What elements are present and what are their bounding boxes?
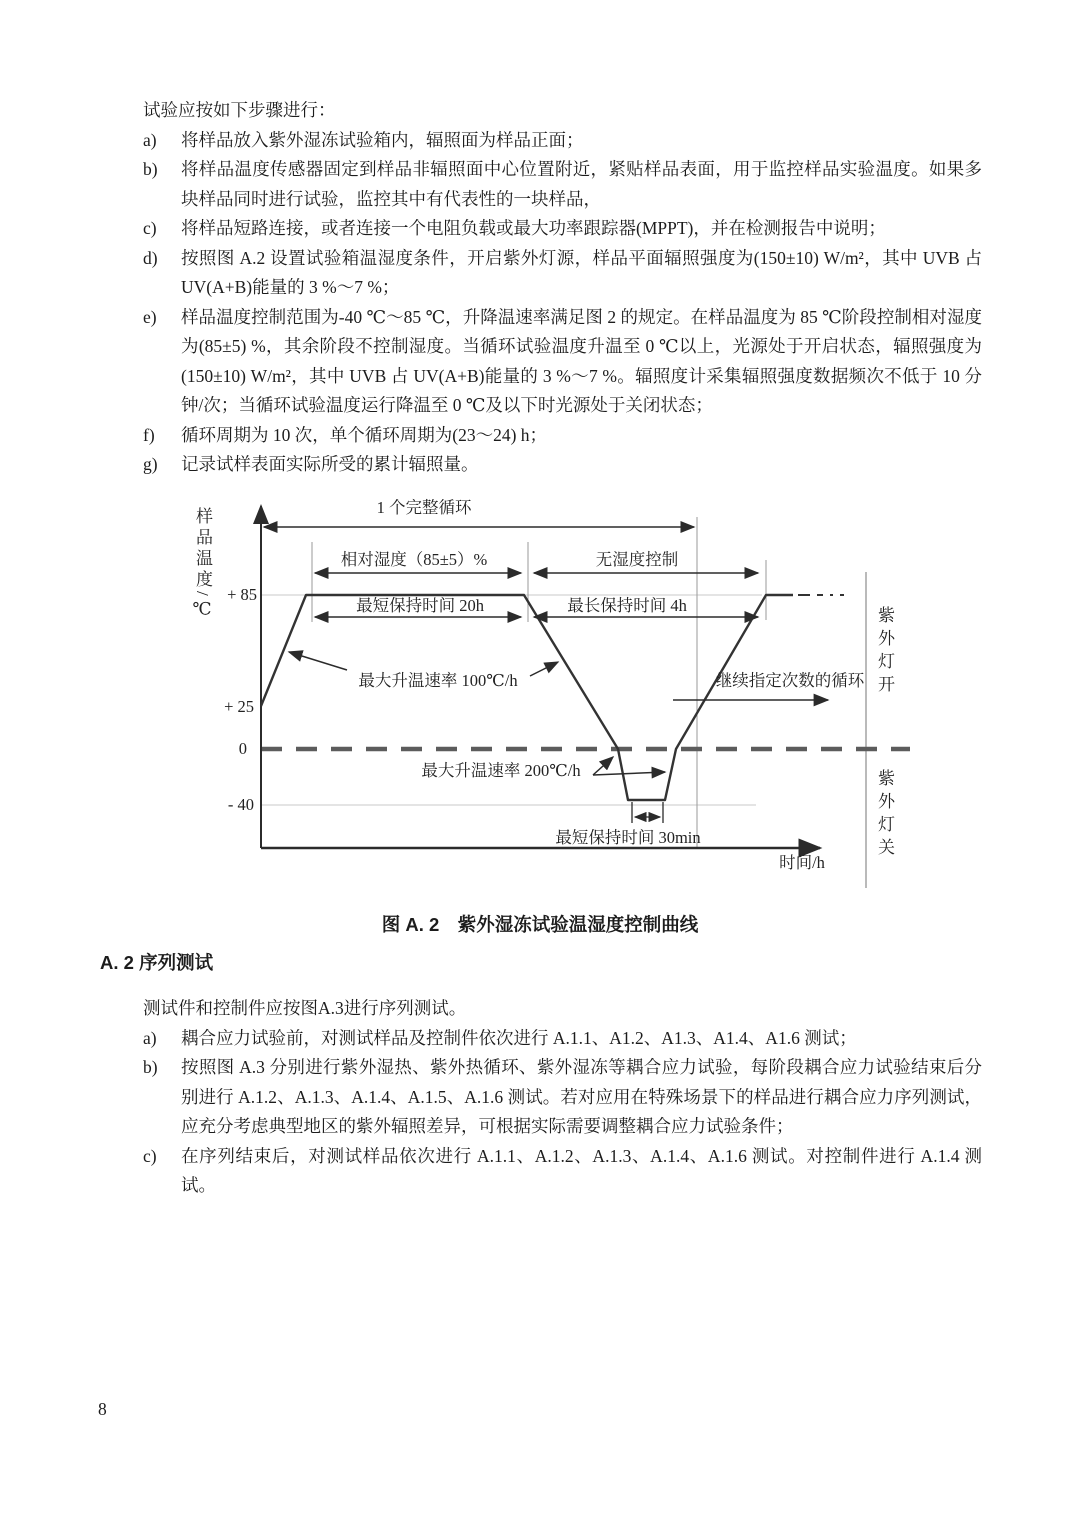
list-item-text: 在序列结束后，对测试样品依次进行 A.1.1、A.1.2、A.1.3、A.1.4、A.1.6 测试。对控制件进行 A.1.4 测试。 bbox=[181, 1145, 982, 1195]
list-item-label: c) bbox=[143, 218, 157, 238]
x-axis-label: 时间/h bbox=[779, 852, 825, 872]
rate100-pointer-right bbox=[530, 662, 558, 676]
sequence-test-block bbox=[143, 994, 982, 1201]
procedure-steps-block bbox=[143, 96, 982, 480]
list-item-text: 按照图 A.2 设置试验箱温湿度条件，开启紫外灯源，样品平面辐照强度为(150±10) W/m²，其中 UVB 占 UV(A+B)能量的 3 %～7 %； bbox=[181, 247, 982, 297]
y-tick-0: 0 bbox=[238, 738, 247, 758]
list-item bbox=[143, 1142, 982, 1201]
list-item bbox=[143, 303, 982, 421]
rate100-label: 最大升温速率 100℃/h bbox=[358, 670, 518, 690]
list-item bbox=[143, 1024, 982, 1054]
y-tick-85: + 85 bbox=[227, 584, 257, 604]
list-item-label: d) bbox=[143, 247, 158, 268]
list-item bbox=[143, 450, 982, 480]
hold-30min-label: 最短保持时间 30min bbox=[555, 827, 701, 847]
list-item bbox=[143, 244, 982, 303]
list-item-label: b) bbox=[143, 1057, 158, 1077]
section-heading: A. 2 序列测试 bbox=[100, 952, 214, 973]
list-item-text: 样品温度控制范围为-40 ℃～85 ℃，升降温速率满足图 2 的规定。在样品温度为 85 ℃阶段控制相对湿度为(85±5) %，其余阶段不控制湿度。当循环试验温度升温至 0 ℃以上，光源处于开启状态，辐照强度为(150±10) W/m²，其中 UVB 占 UV(A+B)能量的 3 %～7 %。辐照度计采集辐照强度数据频次不低于 10 分钟/次；当循环试验温度运行降温至 0 ℃及以下时光源处于关闭状态； bbox=[181, 306, 982, 415]
list-item bbox=[143, 155, 982, 214]
curve-diagram bbox=[150, 480, 950, 900]
list-item-text: 将样品温度传感器固定到样品非辐照面中心位置附近，紧贴样品表面，用于监控样品实验温度。如果多块样品同时进行试验，监控其中有代表性的一块样品， bbox=[181, 159, 982, 209]
y-tick-25: + 25 bbox=[224, 696, 254, 716]
list-item-label: g) bbox=[143, 454, 158, 474]
full-cycle-label: 1 个完整循环 bbox=[376, 497, 472, 517]
list-item-label: f) bbox=[143, 424, 155, 445]
section-lead: 测试件和控制件应按图A.3进行序列测试。 bbox=[143, 998, 467, 1018]
list-item-text: 耦合应力试验前，对测试样品及控制件依次进行 A.1.1、A1.2、A1.3、A1.4、A1.6 测试； bbox=[181, 1027, 857, 1048]
procedure-intro: 试验应按如下步骤进行： bbox=[143, 100, 336, 120]
list-item-label: c) bbox=[143, 1145, 157, 1166]
list-item-label: e) bbox=[143, 306, 157, 327]
uv-lamp-off-label: 紫外灯关 bbox=[875, 769, 894, 861]
list-item-label: a) bbox=[143, 129, 157, 150]
list-item-label: b) bbox=[143, 159, 158, 179]
y-axis-title: 样品温度/℃ bbox=[193, 507, 212, 624]
rate200-label: 最大升温速率 200℃/h bbox=[421, 760, 581, 780]
figure-caption: 图 A. 2 紫外湿冻试验温湿度控制曲线 bbox=[381, 914, 699, 935]
rate200-pointer-up bbox=[593, 757, 613, 775]
no-humidity-label: 无湿度控制 bbox=[595, 549, 679, 569]
list-item bbox=[143, 1053, 982, 1142]
figure-a2-temperature-humidity-curve bbox=[150, 480, 950, 900]
hold-4h-label: 最长保持时间 4h bbox=[567, 595, 687, 615]
list-item-label: a) bbox=[143, 1027, 157, 1048]
page-number: 8 bbox=[98, 1399, 107, 1419]
list-item bbox=[143, 126, 982, 156]
list-item bbox=[143, 421, 982, 451]
list-item-text: 循环周期为 10 次，单个循环周期为(23～24) h； bbox=[181, 424, 548, 445]
hold-20h-label: 最短保持时间 20h bbox=[356, 595, 484, 615]
rate200-pointer-right bbox=[593, 772, 665, 775]
y-tick-minus40: - 40 bbox=[227, 794, 254, 814]
rate100-pointer-left bbox=[289, 652, 347, 670]
list-item-text: 按照图 A.3 分别进行紫外湿热、紫外热循环、紫外湿冻等耦合应力试验，每阶段耦合应力试验结束后分别进行 A.1.2、A.1.3、A.1.4、A.1.5、A.1.6 测试。若对应用在特殊场景下的样品进行耦合应力序列测试，应充分考虑典型地区的紫外辐照差异，可根据实际需要调整耦合应力试验条件； bbox=[181, 1057, 982, 1136]
uv-lamp-on-label: 紫外灯开 bbox=[875, 606, 894, 698]
relative-humidity-label: 相对湿度（85±5）% bbox=[340, 549, 488, 569]
list-item bbox=[143, 214, 982, 244]
continue-cycles-label: 继续指定次数的循环 bbox=[715, 670, 865, 690]
list-item-text: 将样品放入紫外湿冻试验箱内，辐照面为样品正面； bbox=[181, 129, 584, 150]
list-item-text: 记录试样表面实际所受的累计辐照量。 bbox=[181, 454, 479, 474]
list-item-text: 将样品短路连接，或者连接一个电阻负载或最大功率跟踪器(MPPT)，并在检测报告中说明； bbox=[181, 218, 886, 238]
